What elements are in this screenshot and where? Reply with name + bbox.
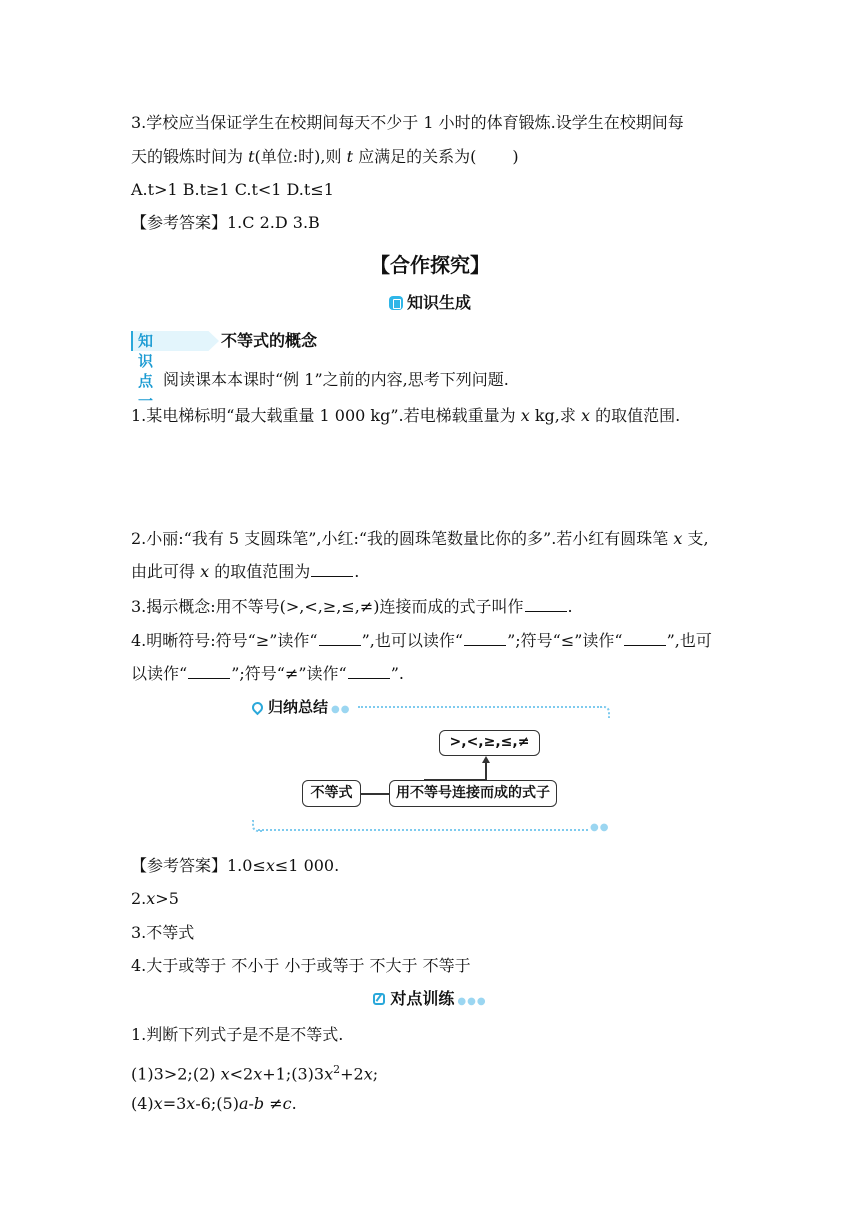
text-segment: 3.揭示概念:用不等号(>,<,≥,≤,≠)连接而成的式子叫作: [131, 597, 524, 616]
training-expressions-1: [131, 1059, 378, 1085]
variable-t: t: [346, 147, 354, 166]
question-3-line-2: [131, 146, 519, 168]
subsection-title-text: 知识生成: [406, 293, 471, 312]
summary-border-corner: [600, 706, 610, 718]
fill-blank[interactable]: [319, 631, 361, 646]
text-segment: ”,也可: [666, 631, 712, 650]
question-3-concept: [131, 596, 573, 618]
text-segment: 2.: [131, 889, 147, 908]
text-segment: ”.: [390, 664, 404, 683]
text-segment: (1)3>2;(2): [131, 1064, 221, 1084]
variable-a: a: [238, 1094, 249, 1113]
text-segment: 的取值范围.: [589, 406, 681, 425]
text-segment: =3: [162, 1094, 187, 1113]
summary-header: [252, 697, 350, 720]
reading-intro: 阅读课本本课时“例 1”之前的内容,思考下列问题.: [163, 370, 509, 389]
variable-x: x: [520, 406, 530, 425]
question-2-line-1: [131, 528, 709, 550]
question-1: [131, 405, 680, 427]
training-title: 对点训练: [390, 989, 455, 1008]
question-2-line-2: [131, 561, 359, 583]
variable-x: x: [265, 856, 275, 875]
variable-x: x: [253, 1064, 263, 1084]
variable-x: x: [220, 1064, 230, 1084]
fill-blank[interactable]: [348, 664, 390, 679]
text-segment: ”;符号“≠”读作“: [231, 664, 347, 683]
summary-title: 归纳总结: [268, 698, 329, 716]
connector-line: [361, 793, 390, 795]
fill-blank[interactable]: [188, 664, 230, 679]
symbols-box: >,<,≥,≤,≠: [439, 730, 540, 756]
text-segment: ≠: [264, 1094, 283, 1113]
text-segment: <2: [229, 1064, 254, 1084]
question-3-text: 3.学校应当保证学生在校期间每天不少于 1 小时的体育锻炼.设学生在校期间每: [131, 113, 684, 132]
variable-b: b: [253, 1094, 265, 1113]
text-segment: (单位:时),则: [254, 147, 347, 166]
text-segment: ≤1 000.: [274, 856, 340, 875]
variable-x: x: [153, 1094, 163, 1113]
text-segment: ;: [372, 1064, 379, 1084]
text-segment: 支,: [682, 529, 709, 548]
summary-border-top: [358, 706, 602, 708]
reference-answer-3: 3.不等式: [131, 923, 195, 942]
text-segment: 的取值范围为: [209, 562, 311, 581]
dots-decoration: ●●: [331, 704, 351, 715]
text-segment: 应满足的关系为(: [353, 147, 477, 166]
fill-blank[interactable]: [311, 562, 353, 577]
fill-blank[interactable]: [624, 631, 666, 646]
pen-icon: [250, 700, 266, 716]
variable-t: t: [248, 147, 255, 166]
text-segment: 天的锻炼时间为: [131, 147, 249, 166]
connector-line: [485, 762, 487, 780]
text-segment: 由此可得: [131, 562, 201, 581]
exponent: 2: [333, 1063, 341, 1076]
training-question-1: 1.判断下列式子是不是不等式.: [131, 1025, 344, 1044]
variable-x: x: [200, 562, 210, 581]
book-icon: [389, 296, 403, 310]
dots-decoration: ●●: [590, 822, 610, 833]
text-segment: .: [291, 1094, 297, 1113]
training-header: [0, 988, 860, 1013]
variable-c: c: [282, 1094, 292, 1113]
text-segment: (4): [131, 1094, 154, 1113]
text-segment: 4.明晰符号:符号“≥”读作“: [131, 631, 318, 650]
variable-x: x: [673, 529, 683, 548]
text-segment: ”;符号“≤”读作“: [507, 631, 623, 650]
reference-answer-2: [131, 888, 179, 910]
text-segment: -: [248, 1094, 254, 1113]
reference-answer-top: 【参考答案】1.C 2.D 3.B: [131, 213, 320, 232]
text-segment: 【参考答案】1.0≤: [131, 856, 266, 875]
knowledge-point-tag: 知识点一: [138, 332, 154, 410]
summary-border-bottom: [258, 829, 588, 831]
section-title: 【合作探究】: [370, 253, 490, 277]
inequality-box: 不等式: [302, 780, 361, 807]
text-segment: .: [354, 562, 360, 581]
question-3-options: A.t>1 B.t≥1 C.t<1 D.t≤1: [131, 180, 334, 199]
variable-x: x: [363, 1064, 373, 1084]
text-segment: +1;(3)3: [262, 1064, 325, 1084]
text-segment: 以读作“: [131, 664, 188, 683]
subsection-title: [0, 292, 860, 314]
fill-blank[interactable]: [525, 597, 567, 612]
text-segment: kg,求: [529, 406, 581, 425]
text-segment: 2.小丽:“我有 5 支圆珠笔”,小红:“我的圆珠笔数量比你的多”.若小红有圆珠笔: [131, 529, 674, 548]
reference-answer-4: 4.大于或等于 不小于 小于或等于 不大于 不等于: [131, 956, 471, 975]
text-segment: >5: [155, 889, 179, 908]
dots-decoration: ●●●: [457, 996, 487, 1007]
training-expressions-2: [131, 1093, 297, 1115]
reference-answer-1: [131, 855, 339, 877]
text-segment: 1.某电梯标明“最大载重量 1 000 kg”.若电梯载重量为: [131, 406, 521, 425]
question-4-line-2: [131, 663, 404, 685]
note-edit-icon: [373, 993, 385, 1005]
text-segment: ”,也可以读作“: [361, 631, 464, 650]
knowledge-point-title: 不等式的概念: [221, 331, 318, 350]
variable-x: x: [186, 1094, 196, 1113]
text-segment: ): [512, 147, 519, 166]
variable-x: x: [324, 1064, 334, 1084]
text-segment: .: [567, 597, 573, 616]
definition-box: 用不等号连接而成的式子: [389, 780, 557, 807]
text-segment: +2: [340, 1064, 364, 1084]
text-segment: -6;(5): [195, 1094, 239, 1113]
variable-x: x: [146, 889, 156, 908]
question-3-line-1: [131, 112, 684, 134]
variable-x: x: [580, 406, 590, 425]
fill-blank[interactable]: [464, 631, 506, 646]
question-4-line-1: [131, 630, 712, 652]
